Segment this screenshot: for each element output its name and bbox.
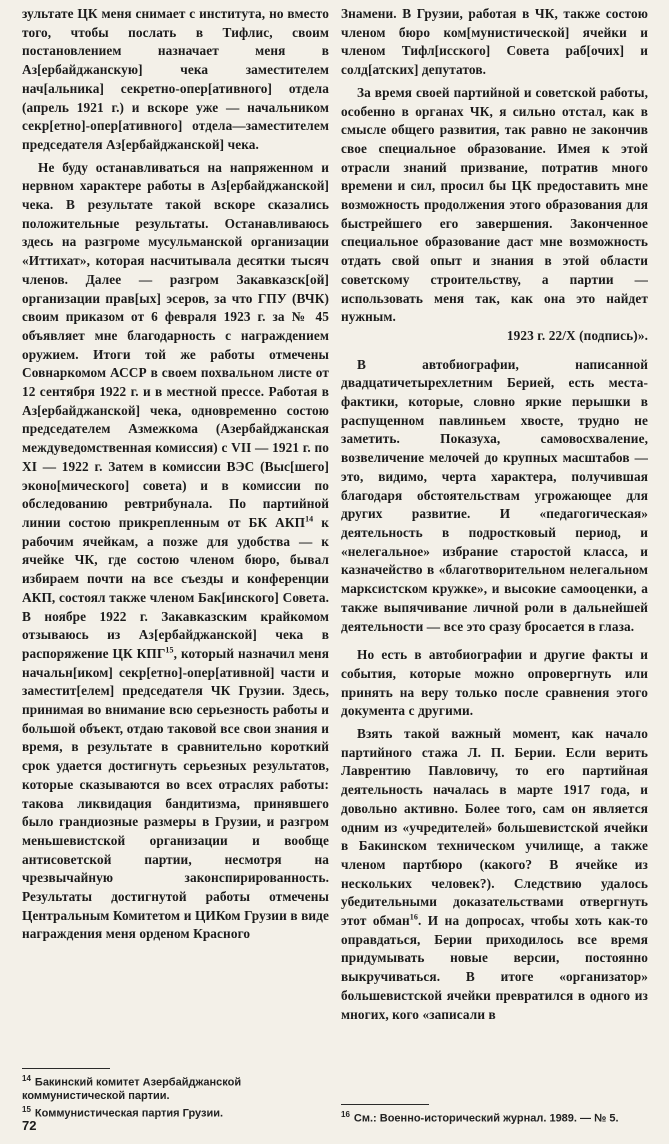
page-number: 72 (22, 1118, 37, 1133)
footnote-ref: 14 (305, 514, 314, 524)
footnote-number: 15 (22, 1104, 31, 1114)
footnote-ref: 15 (165, 645, 174, 655)
signature-line: 1923 г. 22/X (подпись)». (506, 327, 648, 343)
footnote-text: Бакинский комитет Азербайджанской коммунистической партии. (22, 1076, 242, 1102)
footnote-text: Коммунистическая партия Грузии. (34, 1107, 224, 1120)
paragraph (341, 725, 648, 1024)
footnote-ref: 16 (409, 912, 418, 922)
footnotes-right (341, 1108, 661, 1126)
text-run: . И на допросах, чтобы хоть как-то оправдаться, Берии приходилось все время придумывать новые версии, постоянно выкручиваться. В итоге «организатор» большевистской ячейки превратился в одного из многих, кого «записали в (341, 913, 648, 1022)
footnote-number: 16 (341, 1110, 350, 1119)
footnote-number: 14 (22, 1074, 31, 1083)
footnote (341, 1108, 661, 1126)
right-column (341, 5, 648, 1024)
footnote (22, 1103, 332, 1121)
footnote-rule (341, 1104, 429, 1105)
text-run: Взять такой важный момент, как начало партийного стажа Л. П. Берии. Если верить Лаврентию Павловичу, то его партийная деятельность началась в марте 1917 года, и довольно активно. Более того, сам он является одним из «учредителей» большевистской ячейки в Бакинском техническом училище, а также членом партбюро (какого? В ячейке из нескольких человек?). Следствию удалось убедительными доказательствами отвергнуть этот обман (341, 726, 648, 929)
paragraph: Знамени. В Грузии, работая в ЧК, также состою членом бюро ком[мунистической] ячейки и членом Тифл[исского] Совета раб[очих] и солд[атских] депутатов. (341, 6, 648, 78)
footnotes-left (22, 1072, 332, 1120)
footnote-text: См.: Военно-исторический журнал. 1989. — № 5. (353, 1112, 619, 1125)
paragraph: В автобиографии, написанной двадцатичетырехлетним Берией, есть места-фактики, которые, словно яркие перышки в распущенном павлиньем хвосте, трудно не заметить. Показуха, самовосхваление, возвеличение мелочей до крупных масштабов — это, видимо, черта характера, получившая благодаря обстоятельствам угрожающее для других развитие. И «педагогическая» деятельность в подростковый период, и «нелегальное» избрание старостой класса, и казначейство в «благотворительном нелегальном марксистском кружке», и высокие самооценки, а также выпячивание личной роли в дальнейшей деятельности — все это сразу бросается в глаза. (341, 356, 648, 634)
footnote (22, 1072, 332, 1103)
paragraph: Но есть в автобиографии и другие факты и события, которые можно опровергнуть или принять на веру только после сравнения этого документа с другими. (341, 647, 648, 719)
paragraph: За время своей партийной и советской работы, особенно в органах ЧК, я сильно отстал, как в смысле общего развития, так равно не закончив свое специальное образование. Имея к этой отрасли знаний призвание, потратив много времени и сил, просил бы ЦК предоставить мне возможность продолжения этого образования для быстрейшего его завершения. Законченное специальное образование даст мне возможность отдать свой опыт и знания в этой области советскому строительству, а партии — использовать меня так, как она это найдет нужным. (341, 84, 648, 325)
left-column (22, 5, 329, 944)
footnote-rule (22, 1068, 110, 1069)
text-run: Не буду останавливаться на напряженном и нервном характере работы в Аз[ербайджанской] чека. В результате такой вскоре сказались положительные результаты. Останавливаюсь здесь на разгроме мусульманской организации «Иттихат», которая насчитывала десятки тысяч членов. Далее — разгром Закавказск[ой] организации прав[ых] эсеров, за что ГПУ (ВЧК) своим приказом от 6 февраля 1923 г. за № 45 объявляет мне благодарность с награждением оружием. Итоги той же работы отмечены Совнаркомом АССР в своем похвальном листе от 12 сентября 1922 г. и в местной прессе. Работая в Аз[ербайджанской] чека, одновременно состою председателем Азмежкома (Азербайджанская междуведомственная комиссия) с VII — 1921 г. по XI — 1922 г. Затем в комиссии ВЭС (Выс[шего] эконо[мического] совета) и в комиссии по обследованию ревтрибунала. По партийной линии состою прикрепленным от БК АКП (22, 159, 329, 530)
paragraph: зультате ЦК меня снимает с института, но вместо того, чтобы послать в Тифлис, своим постановлением назначает меня в Аз[ербайджанскую] чека заместителем нач[альника] секретно-опер[ативного] отдела (апрель 1921 г.) и вскоре уже — начальником секр[етно]-опер[ативного] отдела—заместителем председателя Аз[ербайджанской] чека. (22, 6, 329, 152)
paragraph (22, 159, 329, 945)
text-run: к рабочим ячейкам, а позже для удобства — к ячейке ЧК, где состою членом бюро, бывал избираем почти на все съезды и конференции АКП, состоял также членом Бак[инского] Совета. В ноябре 1922 г. Закавказским крайкомом отзываюсь из Аз[ербайджанской] чека в распоряжение ЦК КПГ (22, 514, 329, 661)
text-run: , который назначил меня начальн[иком] секр[етно]-опер[ативной] части и заместит[елем] председателя ЧК Грузии. Здесь, принимая во внимание всю серьезность работы и большой объект, отдаю таковой все свои знания и время, в результате в сравнительно короткий срок удается достигнуть серьезных результатов, которые сказываются во всех отраслях работы: такова ликвидация бандитизма, принявшего было грандиозные размеры в Грузии, и разгром меньшевистской организации и вообще антисоветской партии, несмотря на чрезвычайную законспирированность. Результаты достигнутой работы отмечены Центральным Комитетом и ЦИКом Грузии в виде награждения меня орденом Красного (22, 645, 329, 942)
